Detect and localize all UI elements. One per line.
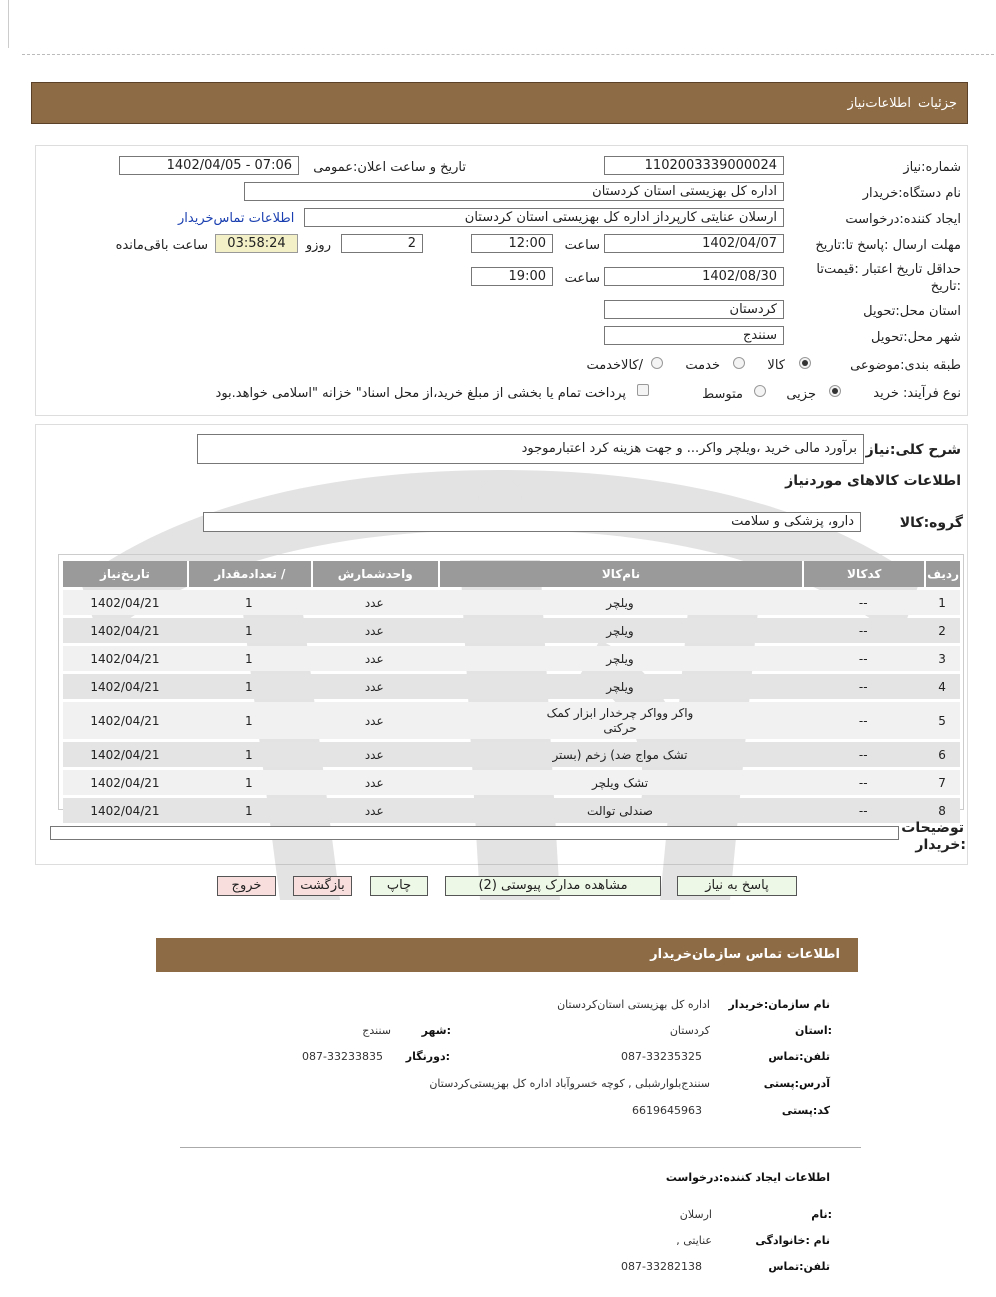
phone-value: 087-33235325: [621, 1050, 702, 1063]
fax-value: 087-33233835: [302, 1050, 383, 1063]
cell-code: --: [802, 770, 924, 795]
address-value: سنندج‌بلوار‌شبلی , کوچه خسروآباد اداره کل بهزیستی‌کردستان: [429, 1077, 710, 1090]
validity-label-2: :تاریخ: [930, 279, 961, 294]
summary-field: برآورد مالی خرید ،ویلچر واکر... و جهت هزینه کرد اعتبارموجود: [197, 434, 864, 464]
col-code: کدکالا: [802, 561, 924, 587]
cell-qty: 1: [187, 618, 311, 643]
city-field: سنندج: [604, 326, 784, 345]
col-qty: / تعدادمقدار: [187, 561, 311, 587]
cell-date: 1402/04/21: [63, 770, 187, 795]
buyer-contact-link[interactable]: اطلاعات تماس‌خریدار: [178, 211, 295, 226]
buyer-org-label: نام دستگاه:خریدار: [862, 186, 961, 201]
cell-unit: عدد: [311, 770, 438, 795]
buyer-notes-label-1: توضیحات: [901, 820, 964, 836]
attachments-button[interactable]: مشاهده مدارک پیوستی (2): [445, 876, 661, 896]
contact-divider: [180, 1147, 861, 1148]
buyer-contact-title: اطلاعات تماس سازمان‌خریدار: [650, 947, 840, 962]
cell-row: 3: [924, 646, 960, 671]
table-row: [63, 646, 960, 671]
category-goods-service-radio[interactable]: [651, 357, 663, 369]
cell-qty: 1: [187, 674, 311, 699]
announce-label: تاریخ و ساعت اعلان:عمومی: [313, 160, 466, 175]
table-row: [63, 674, 960, 699]
remaining-time-box: 03:58:24: [215, 234, 298, 253]
table-row: [63, 798, 960, 823]
creator-info-title: اطلاعات ایجاد کننده:درخواست: [665, 1171, 830, 1184]
cell-code: --: [802, 618, 924, 643]
cell-name: ویلچر: [438, 674, 803, 699]
category-goods-service-label: /کالاخدمت: [586, 358, 643, 373]
summary-label: شرح کلی:نیاز: [865, 442, 961, 458]
cell-unit: عدد: [311, 798, 438, 823]
province-field: کردستان: [604, 300, 784, 319]
buyer-org-field: اداره کل بهزیستی استان کردستان: [244, 182, 784, 201]
family-label: نام :خانوادگی: [755, 1234, 830, 1247]
category-label: طبقه بندی:موضوعی: [850, 358, 961, 373]
need-number-field: 1102003339000024: [604, 156, 784, 175]
validity-label-1: حداقل تاریخ اعتبار :قیمت‌تا: [816, 262, 961, 277]
validity-date-field: 1402/08/30: [604, 267, 784, 286]
treasury-payment-checkbox[interactable]: [637, 384, 649, 396]
cell-date: 1402/04/21: [63, 702, 187, 739]
days-label: روزو: [305, 238, 331, 253]
cell-row: 6: [924, 742, 960, 767]
deadline-label: مهلت ارسال :پاسخ تا:تاریخ: [815, 238, 961, 253]
tab-details[interactable]: جزئیات: [918, 96, 957, 111]
cell-qty: 1: [187, 646, 311, 671]
process-label: نوع فرآیند: خرید: [873, 386, 961, 401]
remaining-label: ساعت باقی‌مانده: [115, 238, 208, 253]
creator-phone-value: 087-33282138: [621, 1260, 702, 1273]
category-goods-label: کالا: [767, 358, 785, 373]
process-minor-label: جزیی: [786, 387, 816, 402]
deadline-time-label: ساعت: [564, 238, 600, 253]
creator-phone-label: تلفن:تماس: [768, 1260, 830, 1273]
category-goods-radio[interactable]: [799, 357, 811, 369]
cell-code: --: [802, 646, 924, 671]
creator-label: ایجاد کننده:درخواست: [845, 212, 961, 227]
buyer-notes-label-2: :خریدار: [915, 837, 966, 853]
city-contact-value: سنندج: [362, 1024, 391, 1037]
cell-date: 1402/04/21: [63, 674, 187, 699]
cell-code: --: [802, 798, 924, 823]
cell-qty: 1: [187, 702, 311, 739]
city-label: شهر محل:تحویل: [871, 330, 961, 345]
need-number-label: شماره:نیاز: [903, 160, 961, 175]
table-row: [63, 742, 960, 767]
table-row: [63, 770, 960, 795]
goods-table: [63, 558, 960, 826]
process-minor-radio[interactable]: [829, 385, 841, 397]
page-header: [31, 82, 968, 124]
address-label: آدرس:پستی: [763, 1077, 830, 1090]
page-edge-line: [8, 0, 9, 48]
deadline-date-field: 1402/04/07: [604, 234, 784, 253]
cell-unit: عدد: [311, 702, 438, 739]
col-name: نام‌کالا: [438, 561, 803, 587]
goods-table-header: [63, 561, 960, 587]
cell-qty: 1: [187, 742, 311, 767]
cell-code: --: [802, 702, 924, 739]
cell-name: [438, 702, 803, 739]
cell-unit: عدد: [311, 618, 438, 643]
cell-name: تشک ویلچر: [438, 770, 803, 795]
cell-date: 1402/04/21: [63, 798, 187, 823]
name-value: ارسلان: [679, 1208, 712, 1221]
goods-group-field: دارو، پزشکی و سلامت: [203, 512, 861, 532]
buyer-notes-field: [50, 826, 899, 840]
cell-name: ویلچر: [438, 590, 803, 615]
cell-name-text: واکر وواکر چرخدار ابزار کمک حرکتی: [546, 705, 694, 735]
cell-name: ویلچر: [438, 618, 803, 643]
exit-button[interactable]: خروج: [217, 876, 276, 896]
category-service-radio[interactable]: [733, 357, 745, 369]
col-unit: واحدشمارش: [311, 561, 438, 587]
announce-field: 1402/04/05 - 07:06: [119, 156, 299, 175]
cell-date: 1402/04/21: [63, 590, 187, 615]
cell-row: 4: [924, 674, 960, 699]
validity-time-label: ساعت: [564, 271, 600, 286]
province-label: استان محل:تحویل: [863, 304, 961, 319]
cell-name: ویلچر: [438, 646, 803, 671]
cell-qty: 1: [187, 770, 311, 795]
province-contact-value: کردستان: [669, 1024, 710, 1037]
cell-row: 2: [924, 618, 960, 643]
cell-name: تشک مواج ضد) زخم (بستر: [438, 742, 803, 767]
family-value: عنایتی ,: [676, 1234, 712, 1247]
dotted-divider: [22, 54, 994, 55]
goods-info-title: اطلاعات کالاهای موردنیاز: [785, 473, 961, 489]
tab-need-info[interactable]: اطلاعات‌نیاز: [847, 96, 911, 111]
goods-group-label: گروه:کالا: [899, 515, 963, 531]
cell-qty: 1: [187, 798, 311, 823]
col-row: ردیف: [924, 561, 960, 587]
cell-row: 1: [924, 590, 960, 615]
city-contact-label: :شهر: [421, 1024, 451, 1037]
validity-time-field: 19:00: [471, 267, 553, 286]
creator-field: ارسلان عنایتی کارپرداز اداره کل بهزیستی استان کردستان: [304, 208, 784, 227]
payment-note: پرداخت تمام یا بخشی از مبلغ خرید،از محل اسناد" خزانه "اسلامی خواهد.بود: [215, 386, 626, 401]
postal-label: کد:پستی: [781, 1104, 830, 1117]
phone-label: تلفن:تماس: [768, 1050, 830, 1063]
postal-value: 6619645963: [632, 1104, 702, 1117]
cell-row: 7: [924, 770, 960, 795]
back-button[interactable]: بازگشت: [293, 876, 352, 896]
cell-unit: عدد: [311, 590, 438, 615]
deadline-time-field: 12:00: [471, 234, 553, 253]
org-label: نام سازمان:خریدار: [728, 998, 830, 1011]
print-button[interactable]: چاپ: [370, 876, 428, 896]
fax-label: :دورنگار: [405, 1050, 450, 1063]
cell-code: --: [802, 674, 924, 699]
process-medium-label: متوسط: [702, 387, 743, 402]
org-value: اداره کل بهزیستی استان‌کردستان: [557, 998, 710, 1011]
cell-name: صندلی توالت: [438, 798, 803, 823]
table-row: [63, 702, 960, 739]
cell-code: --: [802, 590, 924, 615]
table-row: [63, 590, 960, 615]
reply-button[interactable]: پاسخ به نیاز: [677, 876, 797, 896]
cell-date: 1402/04/21: [63, 742, 187, 767]
buyer-contact-header: [156, 938, 858, 972]
cell-date: 1402/04/21: [63, 646, 187, 671]
cell-unit: عدد: [311, 646, 438, 671]
process-medium-radio[interactable]: [754, 385, 766, 397]
table-row: [63, 618, 960, 643]
category-service-label: خدمت: [685, 358, 720, 373]
cell-unit: عدد: [311, 674, 438, 699]
cell-qty: 1: [187, 590, 311, 615]
col-date: تاریخ‌نیاز: [63, 561, 187, 587]
cell-row: 5: [924, 702, 960, 739]
cell-date: 1402/04/21: [63, 618, 187, 643]
days-field: 2: [341, 234, 423, 253]
cell-row: 8: [924, 798, 960, 823]
cell-code: --: [802, 742, 924, 767]
cell-unit: عدد: [311, 742, 438, 767]
name-label: :نام: [811, 1208, 832, 1221]
province-contact-label: :استان: [795, 1024, 832, 1037]
